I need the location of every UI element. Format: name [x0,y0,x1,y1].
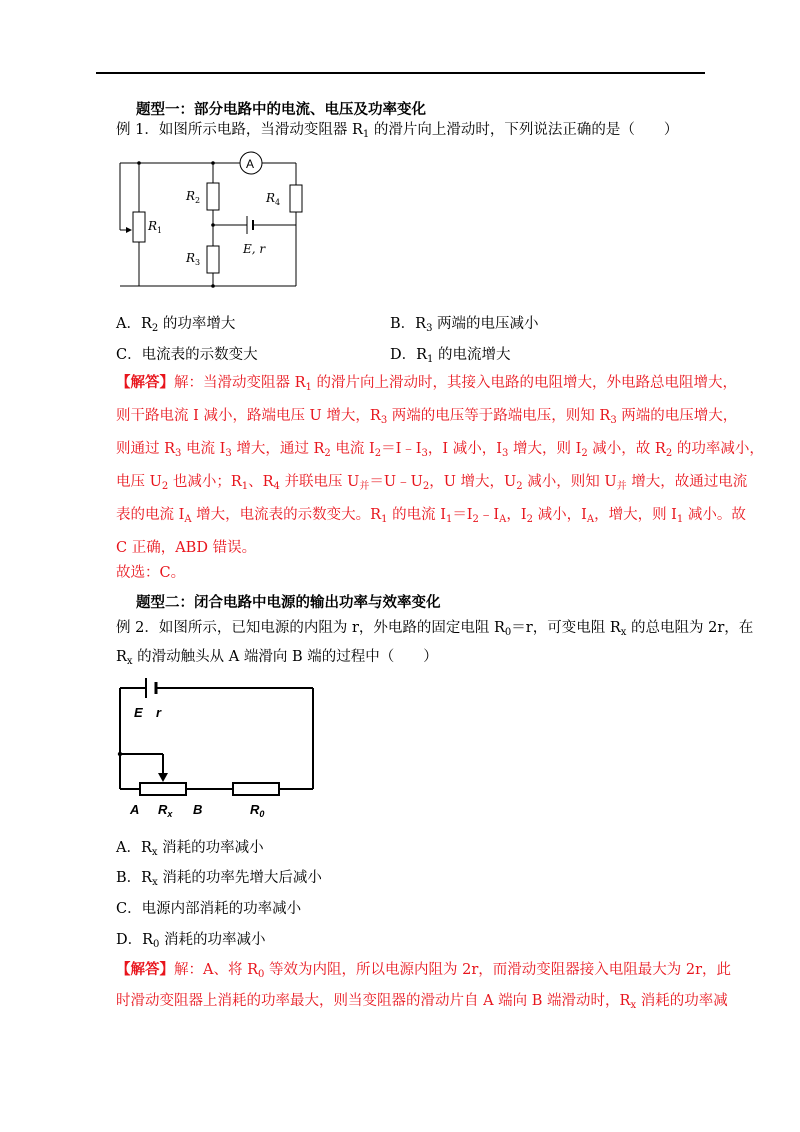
ex2-answer-line2: 时滑动变阻器上消耗的功率最大，则当变阻器的滑动片自 A 端向 B 端滑动时，$R_x$ 消耗的功率减 [116,993,728,1011]
rx-resistor [140,783,186,795]
ex2-stem-line2: $R_x$ 的滑动触头从 A 端滑向 B 端的过程中（ ） [116,649,438,667]
r2-label: $R_2$ [186,189,201,205]
ex1-answer-line5: 表的电流 $I_A$ 增大，电流表的示数变大。$R_1$ 的电流 $I_1=I_2﹣I_A$，$I_2$ 减小，$I_A$，增大，则 $I_1$ 减小。故 [116,507,746,525]
r3-label: $R_3$ [186,251,201,267]
ex1-option-a: A．$R_2$ 的功率增大 [116,316,236,334]
ex1-answer-line1: 【解答】解：当滑动变阻器 $R_1$ 的滑片向上滑动时，其接入电路的电阻增大，外电路总电阻增大， [116,374,738,393]
ex1-option-b: B．$R_3$ 两端的电压减小 [390,316,539,334]
r3-resistor [207,246,219,273]
ex1-answer-choice: 故选：C。 [116,565,186,581]
ex2-circuit-diagram [112,678,322,840]
ex2-answer-line1: 【解答】解：A、将 $R_0$ 等效为内阻，所以电源内阻为 2r，而滑动变阻器接入电阻最大为 2r，此 [116,961,732,980]
source-label: E, r [243,242,266,256]
ammeter-label: A [246,157,255,171]
r0-resistor [233,783,279,795]
r-label: r [156,705,162,720]
rx-label: $R_x$ [158,802,173,819]
r1-label: $R_1$ [148,219,163,235]
header-rule [96,72,705,74]
section1-heading: 题型一：部分电路中的电流、电压及功率变化 [136,101,426,118]
ex1-answer-line2: 则干路电流 I 减小，路端电压 U 增大，$R_3$ 两端的电压等于路端电压，则知 $R_3$ 两端的电压增大， [116,408,738,426]
r4-label: $R_4$ [266,191,281,207]
ex1-option-d: D．$R_1$ 的电流增大 [390,347,511,365]
r2-resistor [207,183,219,210]
r0-label: $R_0$ [250,802,265,819]
ex2-option-c: C．电源内部消耗的功率减小 [116,901,302,917]
b-terminal-label: B [193,802,203,817]
ex2-option-b: B．$R_x$ 消耗的功率先增大后减小 [116,870,322,888]
ex1-option-c: C．电流表的示数变大 [116,347,258,363]
section2-heading: 题型二：闭合电路中电源的输出功率与效率变化 [136,594,441,611]
a-terminal-label: A [130,802,140,817]
ex1-answer-line6: C 正确，ABD 错误。 [116,540,257,556]
ex1-stem: 例 1．如图所示电路，当滑动变阻器 $R_1$ 的滑片向上滑动时，下列说法正确的是（ ） [116,122,679,140]
ex2-option-d: D．$R_0$ 消耗的功率减小 [116,932,266,950]
ex1-answer-line4: 电压 $U_2$ 也减小；$R_1$、$R_4$ 并联电压 $U_并=U﹣U_2$，U 增大，$U_2$ 减小，则知 $U_并$ 增大，故通过电流 [116,474,748,492]
r4-resistor [290,185,302,212]
ex1-answer-line3: 则通过 $R_3$ 电流 $I_3$ 增大，通过 $R_2$ 电流 $I_2=I﹣I_3$，I 减小，$I_3$ 增大，则 $I_2$ 减小，故 $R_2$ 的功率减小， [116,441,764,459]
ex2-stem-line1: 例 2．如图所示，已知电源的内阻为 r，外电路的固定电阻 $R_0=r$，可变电阻 $R_x$ 的总电阻为 2r，在 [116,620,754,638]
ex2-option-a: A．$R_x$ 消耗的功率减小 [116,840,264,858]
e-label: E [134,705,143,720]
r1-resistor [133,212,145,242]
ex1-circuit-diagram [110,150,310,292]
